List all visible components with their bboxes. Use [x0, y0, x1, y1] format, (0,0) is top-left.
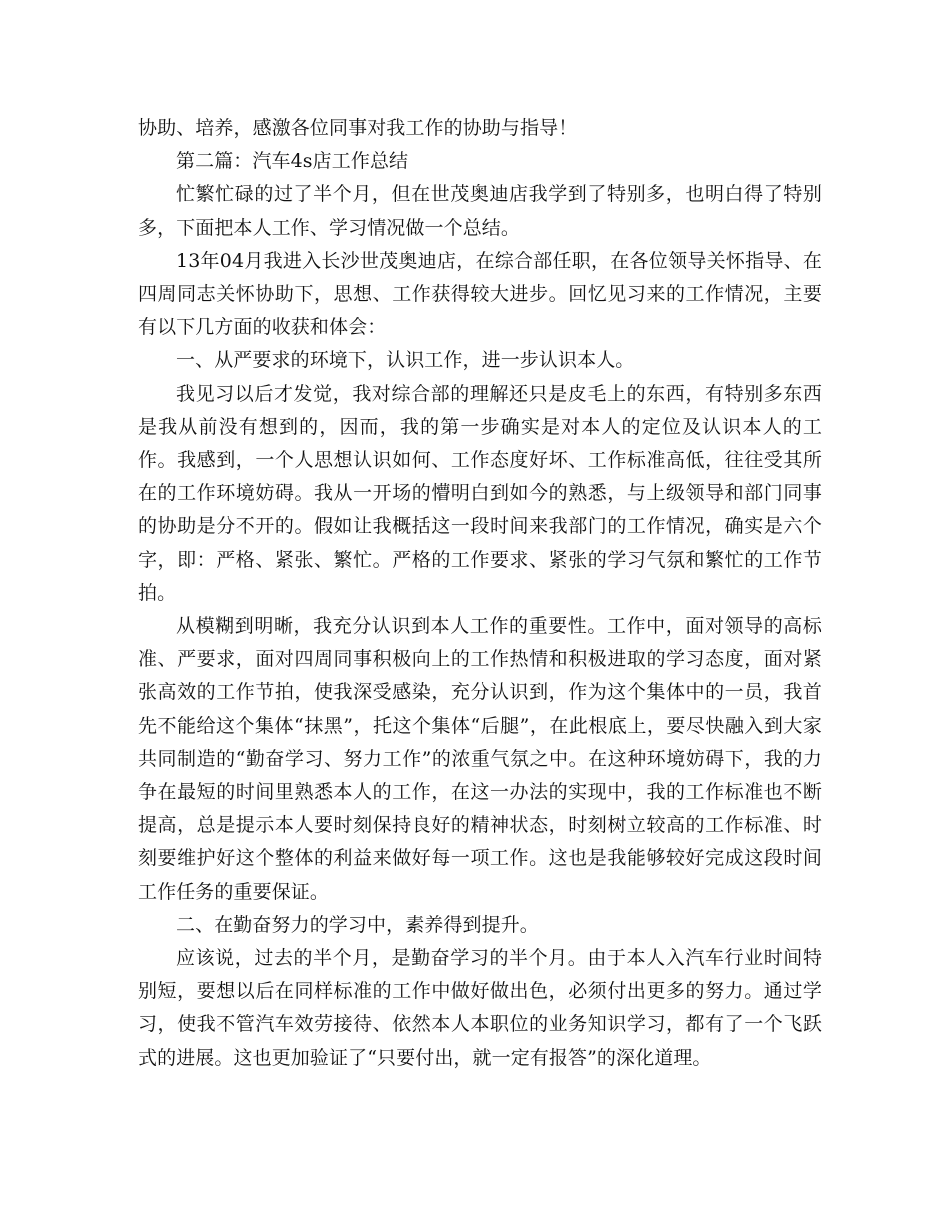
section-heading-part-two: 第二篇：汽车4s店工作总结	[176, 150, 409, 173]
paragraph-4: 我见习以后才发觉，我对综合部的理解还只是皮毛上的东西，有特别多东西是我从前没有想到的，因而，我的第一步确实是对本人的定位及认识本人的工作。我感到，一个人思想认识如何、工作态度好坏、工作标准高低，往往受其所在的工作环境妨碍。我从一开场的懵明白到如今的熟悉，与上级领导和部门同事的协助是分不开的。假如让我概括这一段时间来我部门的工作情况，确实是六个字，即：严格、紧张、繁忙。严格的工作要求、紧张的学习气氛和繁忙的工作节拍。	[138, 382, 822, 604]
paragraph-3: 13年04月我进入长沙世茂奥迪店，在综合部任职，在各位领导关怀指导、在四周同志关怀协助下，思想、工作获得较大进步。回忆见习来的工作情况，主要有以下几方面的收获和体会：	[138, 249, 822, 339]
paragraph-6: 应该说，过去的半个月，是勤奋学习的半个月。由于本人入汽车行业时间特别短，要想以后在同样标准的工作中做好做出色，必须付出更多的努力。通过学习，使我不管汽车效劳接待、依然本人本职位的业务知识学习，都有了一个飞跃式的进展。这也更加验证了“只要付出，就一定有报答”的深化道理。	[138, 947, 822, 1069]
subheading-one: 一、从严要求的环境下，认识工作，进一步认识本人。	[176, 349, 635, 372]
paragraph-1: 协助、培养，感激各位同事对我工作的协助与指导！	[138, 117, 578, 139]
document-body	[138, 112, 822, 1075]
subheading-two: 二、在勤奋努力的学习中，素养得到提升。	[176, 913, 539, 936]
paragraph-2: 忙繁忙碌的过了半个月，但在世茂奥迪店我学到了特别多，也明白得了特别多，下面把本人工作、学习情况做一个总结。	[138, 183, 822, 239]
paragraph-5: 从模糊到明晰，我充分认识到本人工作的重要性。工作中，面对领导的高标准、严要求，面对四周同事积极向上的工作热情和积极进取的学习态度，面对紧张高效的工作节拍，使我深受感染，充分认识到，作为这个集体中的一员，我首先不能给这个集体“抹黑”，托这个集体“后腿”，在此根底上，要尽快融入到大家共同制造的“勤奋学习、努力工作”的浓重气氛之中。在这种环境妨碍下，我的力争在最短的时间里熟悉本人的工作，在这一办法的实现中，我的工作标准也不断提高，总是提示本人要时刻保持良好的精神状态，时刻树立较高的工作标准、时刻要维护好这个整体的利益来做好每一项工作。这也是我能够较好完成这段时间工作任务的重要保证。	[138, 615, 822, 903]
